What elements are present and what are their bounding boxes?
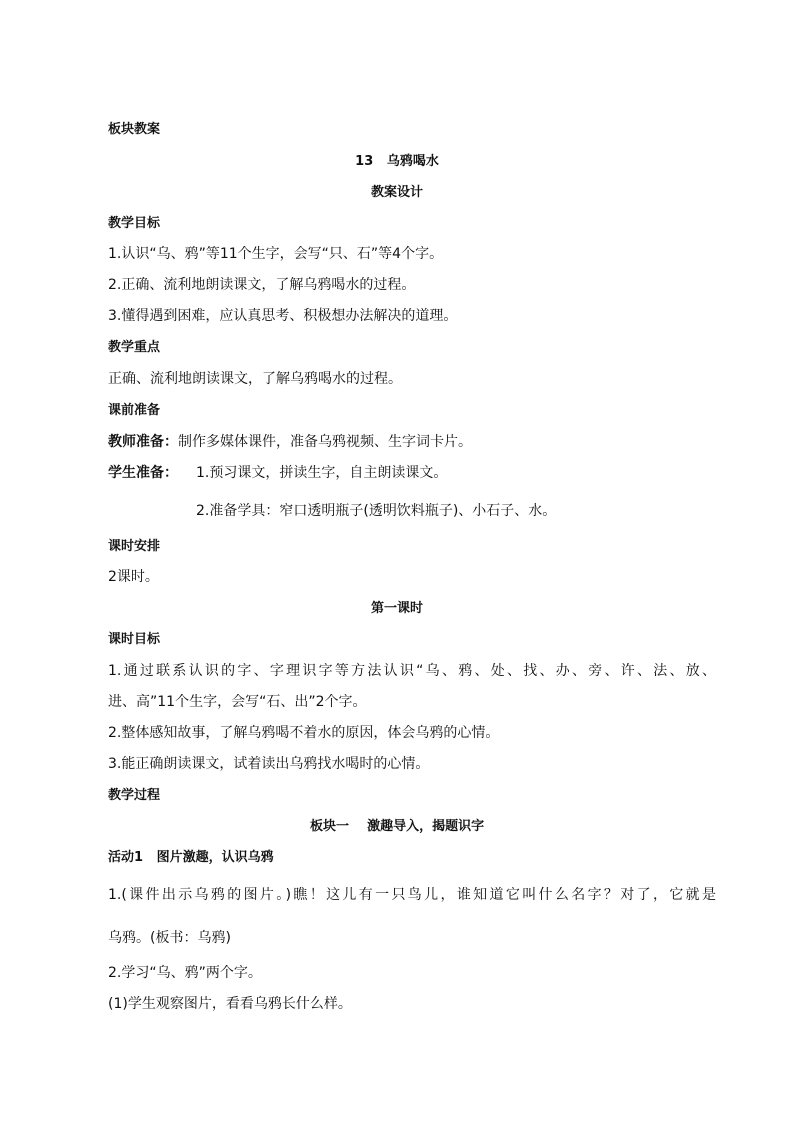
goals-heading: 教学目标 — [108, 216, 161, 231]
lesson-title — [0, 152, 794, 172]
goal-item-1: 1.认识“乌、鸦”等11个生字，会写“只、石”等4个字。 — [108, 246, 444, 262]
step1-line-1: 1.(课件出示乌鸦的图片。)瞧！这儿有一只鸟儿，谁知道它叫什么名字？对了，它就是 — [108, 887, 716, 903]
step2-sub-1: (1)学生观察图片，看看乌鸦长什么样。 — [108, 996, 352, 1012]
step1-line-2: 乌鸦。(板书：乌鸦) — [108, 930, 231, 946]
process-heading: 教学过程 — [108, 788, 161, 803]
schedule-text: 2课时。 — [108, 569, 159, 585]
lesson-number: 13 — [355, 154, 374, 169]
block1-label: 板块一 — [310, 819, 350, 834]
period1-heading: 第一课时 — [370, 601, 423, 616]
focus-heading: 教学重点 — [108, 340, 161, 355]
header-label: 板块教案 — [108, 122, 161, 137]
lesson-title-text: 乌鸦喝水 — [386, 154, 439, 169]
design-heading: 教案设计 — [370, 185, 423, 200]
period-goals-heading: 课时目标 — [108, 632, 161, 647]
teacher-prep — [108, 432, 472, 452]
teacher-prep-label: 教师准备： — [108, 434, 178, 450]
goal-item-3: 3.懂得遇到困难，应认真思考、积极想办法解决的道理。 — [108, 308, 458, 324]
student-prep-item-2: 2.准备学具：窄口透明瓶子(透明饮料瓶子)、小石子、水。 — [196, 503, 557, 519]
period-goal-1-line-1: 1.通过联系认识的字、字理识字等方法认识“乌、鸦、处、找、办、旁、许、法、放、 — [108, 663, 716, 679]
period-goal-1-line-2: 进、高”11个生字，会写“石、出”2个字。 — [108, 694, 367, 710]
activity1-heading — [108, 848, 274, 868]
student-prep-item-1: 1.预习课文，拼读生字，自主朗读课文。 — [196, 465, 448, 481]
period-goal-3: 3.能正确朗读课文，试着读出乌鸦找水喝时的心情。 — [108, 756, 430, 772]
student-prep-label: 学生准备： — [108, 465, 178, 481]
schedule-heading: 课时安排 — [108, 539, 161, 554]
block1-heading — [310, 817, 484, 837]
activity1-label: 活动1 — [108, 850, 144, 865]
step2: 2.学习“乌、鸦”两个字。 — [108, 965, 262, 981]
prep-heading: 课前准备 — [108, 403, 161, 418]
block1-title: 激趣导入，揭题识字 — [367, 819, 485, 834]
activity1-title: 图片激趣，认识乌鸦 — [156, 850, 274, 865]
period-goal-2: 2.整体感知故事，了解乌鸦喝不着水的原因，体会乌鸦的心情。 — [108, 725, 500, 741]
goal-item-2: 2.正确、流利地朗读课文，了解乌鸦喝水的过程。 — [108, 277, 416, 293]
focus-text: 正确、流利地朗读课文，了解乌鸦喝水的过程。 — [108, 371, 402, 387]
teacher-prep-text: 制作多媒体课件，准备乌鸦视频、生字词卡片。 — [178, 434, 472, 450]
